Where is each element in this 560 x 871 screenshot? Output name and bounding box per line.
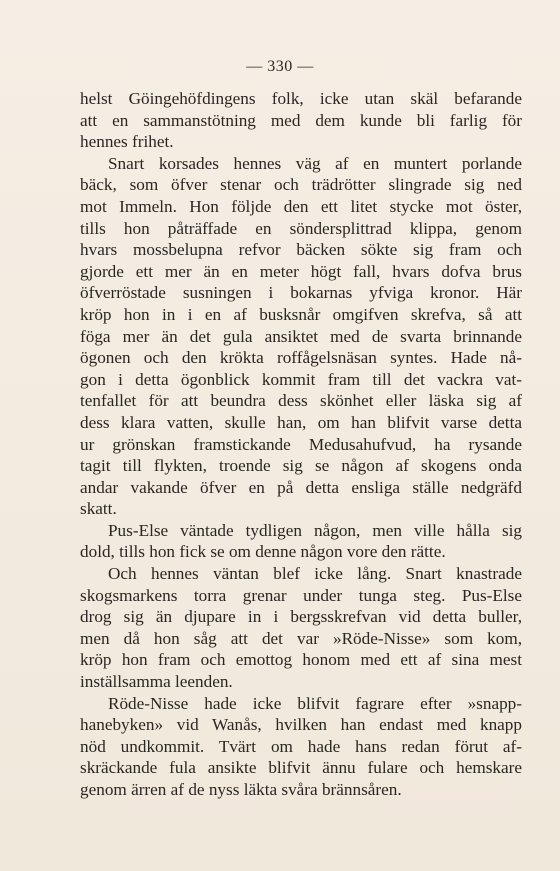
text-line: ögonen och den krökta roffågelsnäsan syntes. Hade nå- (80, 348, 522, 368)
text-line: hennes frihet. (80, 132, 174, 152)
page-number: — 330 — (246, 58, 314, 75)
text-line: gjorde ett mer än en meter högt fall, hvars dofva brus (80, 261, 522, 281)
text-line: drog sig än djupare in i bergsskrefvan vid detta buller, (80, 607, 522, 627)
text-line: andar vakande öfver en på detta ensliga ställe nedgräfd (80, 477, 522, 497)
text-line: hanebyken» vid Wanås, hvilken han endast med knapp (80, 715, 522, 735)
text-line: dess klara vatten, skulle han, om han blifvit varse detta (80, 412, 522, 432)
text-line: mot Immeln. Hon följde den ett litet stycke mot öster, (80, 196, 522, 216)
text-line: Snart korsades hennes väg af en muntert porlande (108, 153, 522, 173)
text-line: men då hon såg att det var »Röde-Nisse» som kom, (80, 628, 522, 648)
text-line: föga mer än det gula ansiktet med de svarta brinnande (80, 326, 522, 346)
text-line: Röde-Nisse hade icke blifvit fagrare efter »snapp- (108, 693, 522, 713)
text-line: bäck, som öfver stenar och trädrötter slingrade sig ned (80, 175, 522, 195)
text-line: kröp hon fram och emottog honom med ett af sina mest (80, 650, 522, 670)
text-line: skogsmarkens torra grenar under tunga steg. Pus-Else (80, 585, 522, 605)
text-line: genom ärren af de nyss läkta svåra brännsåren. (80, 780, 402, 799)
text-line: att en sammanstötning med dem kunde bli farlig för (80, 110, 522, 130)
text-line: dold, tills hon fick se om denne någon vore den rätte. (80, 542, 446, 562)
text-line: hvars mossbelupna refvor bäcken sökte sig fram och (80, 240, 522, 260)
text-line: tenfallet för att beundra dess skönhet eller läska sig af (80, 391, 522, 411)
text-line: inställsamma leenden. (80, 672, 233, 692)
text-line: kröp hon in i en af busksnår omgifven skrefva, så att (80, 304, 522, 324)
body-text (80, 88, 522, 801)
text-line: Och hennes väntan blef icke lång. Snart knastrade (108, 564, 522, 584)
text-line: helst Göingehöfdingens folk, icke utan skäl befarande (80, 89, 522, 108)
text-line: nöd undkommit. Tvärt om hade hans redan förut af- (80, 736, 522, 756)
text-line: skräckande fula ansikte blifvit ännu fulare och hemskare (80, 758, 522, 778)
text-line: ur grönskan framstickande Medusahufvud, ha rysande (80, 434, 522, 454)
text-line: Pus-Else väntade tydligen någon, men ville hålla sig (108, 520, 522, 540)
text-line: gon i detta ögonblick kommit fram till det vackra vat- (80, 369, 522, 389)
text-line: tagit till flykten, troende sig se någon af skogens onda (80, 456, 522, 476)
text-line: tills hon påträffade en söndersplittrad klippa, genom (80, 218, 522, 238)
text-line: öfverröstade susningen i bokarnas yfviga kronor. Här (80, 283, 522, 303)
text-line: skatt. (80, 499, 117, 519)
